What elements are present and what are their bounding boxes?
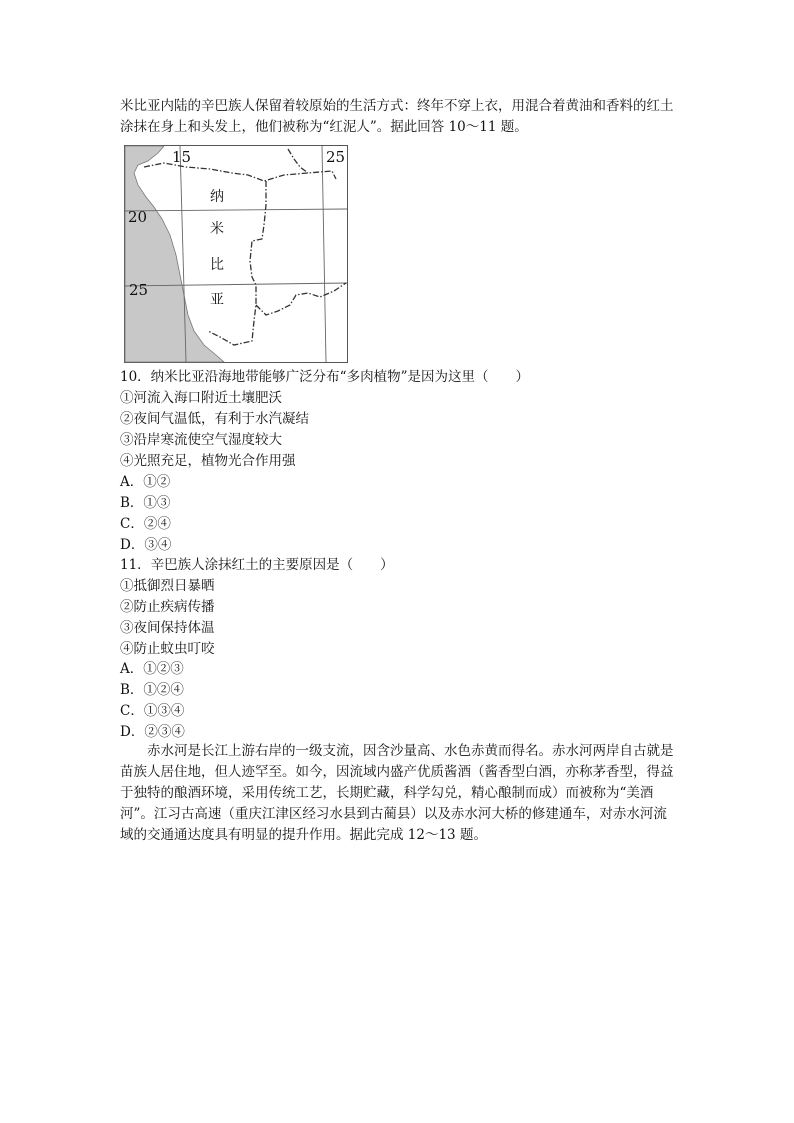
q10-option-a: A．①② bbox=[120, 474, 171, 490]
q10-statement: ②夜间气温低，有利于水汽凝结 bbox=[120, 411, 309, 427]
q11-option-d: D．②③④ bbox=[120, 724, 185, 740]
q10-option-c: C．②④ bbox=[120, 516, 171, 532]
country-char-2: 米 bbox=[210, 221, 224, 237]
q11-statement: ①抵御烈日暴晒 bbox=[120, 578, 215, 594]
intro-paragraph: 米比亚内陆的辛巴族人保留着较原始的生活方式：终年不穿上衣，用混合着黄油和香料的红土涂抹在身上和头发上，他们被称为“红泥人”。据此回答 10～11 题。 bbox=[120, 98, 674, 135]
q11-statement: ④防止蚊虫叮咬 bbox=[120, 641, 215, 657]
q10-stem: 10．纳米比亚沿海地带能够广泛分布“多肉植物”是因为这里（ ） bbox=[120, 369, 529, 385]
q11-option-b: B．①②④ bbox=[120, 682, 184, 698]
q11-option-c: C．①③④ bbox=[120, 703, 185, 719]
namibia-map bbox=[124, 145, 348, 363]
chishui-passage: 赤水河是长江上游右岸的一级支流，因含沙量高、水色赤黄而得名。赤水河两岸自古就是苗族人居住地，但人迹罕至。如今，因流域内盛产优质酱酒（酱香型白酒，亦称茅香型，得益于独特的酿酒环境，采用传统工艺，长期贮藏，科学勾兑，精心酿制而成）而被称为“美酒河”。江习古高速（重庆江津区经习水县到古蔺县）以及赤水河大桥的修建通车，对赤水河流域的交通通达度具有明显的提升作用。据此完成 12～13 题。 bbox=[120, 743, 674, 843]
q10-option-b: B．①③ bbox=[120, 495, 171, 511]
lon-label-15: 15 bbox=[172, 148, 192, 166]
lat-label-25: 25 bbox=[129, 281, 149, 299]
q10-option-d: D．③④ bbox=[120, 537, 172, 553]
q10-statement: ③沿岸寒流使空气湿度较大 bbox=[120, 432, 282, 448]
lat-label-20: 20 bbox=[128, 208, 148, 226]
country-char-1: 纳 bbox=[210, 189, 224, 205]
q11-stem: 11．辛巴族人涂抹红土的主要原因是（ ） bbox=[120, 557, 394, 573]
q11-statement: ③夜间保持体温 bbox=[120, 620, 215, 636]
q10-statement: ④光照充足，植物光合作用强 bbox=[120, 453, 296, 469]
lon-label-25: 25 bbox=[326, 148, 346, 166]
q11-statement: ②防止疾病传播 bbox=[120, 599, 215, 615]
country-char-3: 比 bbox=[210, 257, 224, 273]
q11-option-a: A．①②③ bbox=[120, 661, 184, 677]
q10-statement: ①河流入海口附近土壤肥沃 bbox=[120, 390, 282, 406]
country-char-4: 亚 bbox=[210, 292, 224, 308]
